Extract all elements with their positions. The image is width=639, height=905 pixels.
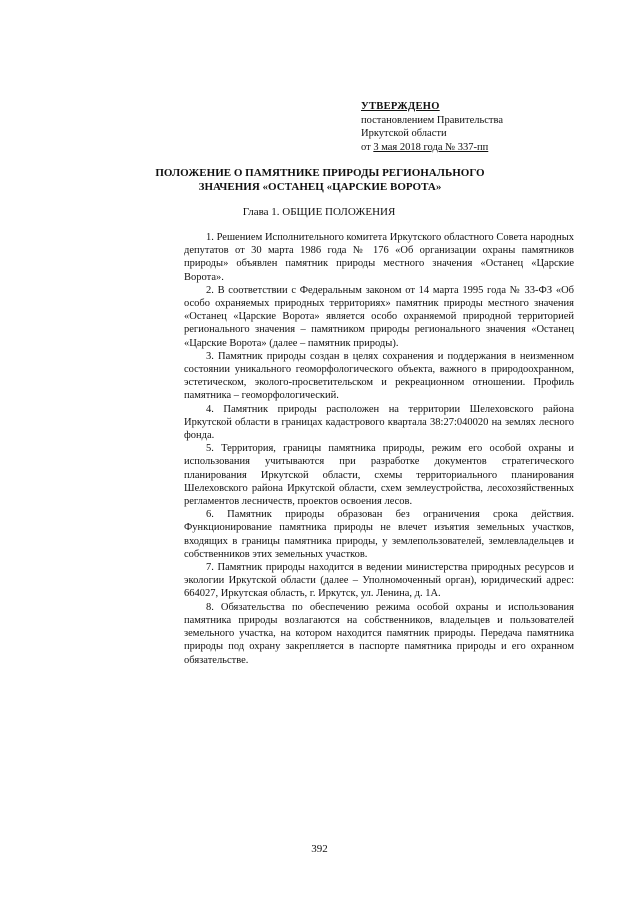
document-body	[184, 231, 574, 667]
approval-line-1: постановлением Правительства	[361, 114, 504, 126]
document-title	[150, 166, 490, 194]
paragraph: 3. Памятник природы создан в целях сохранения и поддержания в неизменном состоянии уникального геоморфологического объекта, важного в природоохранном, эстетическом, эколого-просветительском и рекреационном отношении. Профиль памятника – геоморфологический.	[184, 350, 574, 402]
paragraph: 1. Решением Исполнительного комитета Иркутского областного Совета народных депутатов от 30 марта 1986 года № 176 «Об организации охраны памятников природы» объявлен памятник природы местного значения «Останец «Царские Ворота».	[184, 232, 574, 283]
chapter-heading: Глава 1. ОБЩИЕ ПОЛОЖЕНИЯ	[242, 206, 396, 218]
approval-line-3	[361, 141, 503, 155]
approval-date-prefix: от	[361, 141, 374, 153]
paragraph: 5. Территория, границы памятника природы, режим его особой охраны и использования учитываются при разработке документов стратегического планирования Иркутской области, схемы территориального планирования Шелеховского района Иркутской области, схем землеустройства, лесохозяйственных регламентов лесничеств, проектов освоения лесов.	[184, 443, 574, 508]
paragraph: 2. В соответствии с Федеральным законом от 14 марта 1995 года № 33-ФЗ «Об особо охраняемых природных территориях» памятник природы местного значения «Останец «Царские Ворота» является особо охраняемой природной территорией регионального значения – памятником природы регионального значения «Останец «Царские Ворота» (далее – памятник природы).	[184, 284, 574, 349]
title-line-1: ПОЛОЖЕНИЕ О ПАМЯТНИКЕ ПРИРОДЫ РЕГИОНАЛЬНОГО	[155, 167, 485, 179]
paragraph: 8. Обязательства по обеспечению режима особой охраны и использования памятника природы возлагаются на собственников, владельцев и пользователей земельного участка, на котором находится памятник природы. Передача памятника природы под охрану закрепляется в паспорте памятника природы и его охранном обязательстве.	[184, 601, 574, 666]
title-line-2: ЗНАЧЕНИЯ «ОСТАНЕЦ «ЦАРСКИЕ ВОРОТА»	[198, 181, 442, 193]
approval-heading: УТВЕРЖДЕНО	[361, 101, 440, 112]
paragraph: 6. Памятник природы образован без ограничения срока действия. Функционирование памятника природы не влечет изъятия земельных участков, входящих в границы памятника природы, у землепользователей, землевладельцев и собственников этих земельных участков.	[184, 509, 574, 560]
approval-date: 3 мая 2018 года № 337-пп	[373, 141, 489, 153]
page-number: 392	[311, 843, 328, 855]
paragraph: 7. Памятник природы находится в ведении министерства природных ресурсов и экологии Иркутской области (далее – Уполномоченный орган), юридический адрес: 664027, Иркутская область, г. Иркутск, ул. Ленина, д. 1А.	[184, 562, 574, 600]
approval-stamp	[361, 100, 503, 154]
approval-line-2: Иркутской области	[361, 128, 447, 139]
paragraph: 4. Памятник природы расположен на территории Шелеховского района Иркутской области в границах кадастрового квартала 38:27:040020 на землях лесного фонда.	[184, 403, 574, 442]
